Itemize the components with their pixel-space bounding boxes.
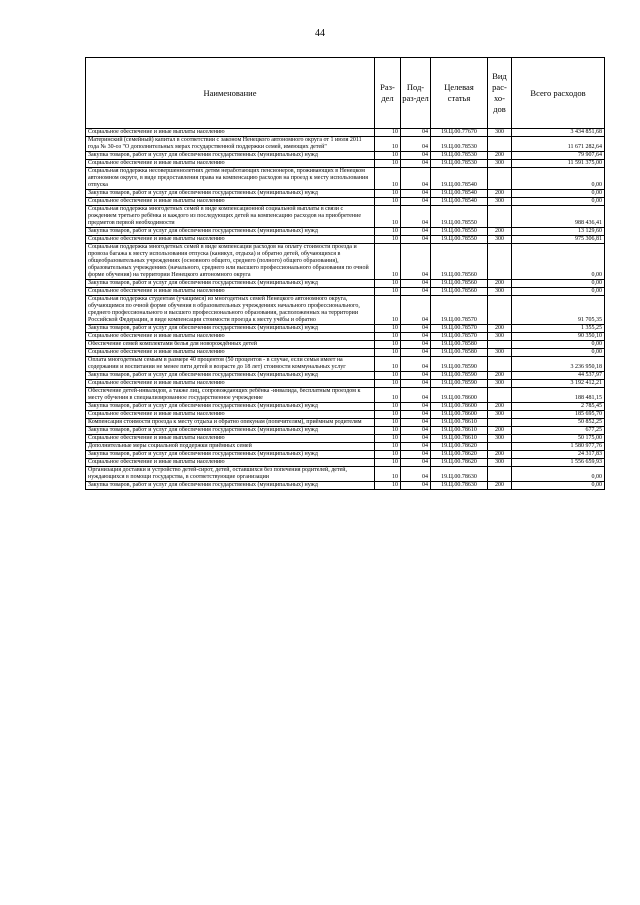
row-name: Обеспечение детей-инвалидов, а также лиц, сопровождающих ребёнка -инвалида, бесплатным проездом к месту обучения в специализированное государственное учреждение	[86, 388, 375, 403]
row-section: 10	[375, 349, 401, 357]
row-target: 19.Ц.00.78630	[431, 467, 488, 482]
row-kind	[488, 244, 512, 280]
row-subsection: 04	[401, 236, 431, 244]
row-name: Социальное обеспечение и иные выплаты населению	[86, 459, 375, 467]
row-section: 10	[375, 419, 401, 427]
row-subsection: 04	[401, 296, 431, 325]
row-section: 10	[375, 380, 401, 388]
row-kind	[488, 296, 512, 325]
row-subsection: 04	[401, 152, 431, 160]
row-subsection: 04	[401, 451, 431, 459]
row-section: 10	[375, 236, 401, 244]
row-subsection: 04	[401, 288, 431, 296]
table-row	[86, 388, 605, 403]
row-subsection: 04	[401, 482, 431, 490]
table-row	[86, 160, 605, 168]
row-subsection: 04	[401, 160, 431, 168]
row-name: Закупка товаров, работ и услуг для обеспечения государственных (муниципальных) нужд	[86, 152, 375, 160]
row-kind: 300	[488, 198, 512, 206]
row-name: Социальное обеспечение и иные выплаты населению	[86, 411, 375, 419]
row-amount: 11 671 282,64	[512, 137, 605, 152]
row-section: 10	[375, 129, 401, 137]
row-name: Социальная поддержка студентам (учащимся) из многодетных семей Ненецкого автономного округа, обучающимся по очной форме обучения в образовательных учреждениях начального профессионального, среднего профессионального и высшего профессионального образования, расположенных на территории Российской Федерации, в виде компенсации стоимости проезда к месту учёбы и обратно	[86, 296, 375, 325]
row-target: 19.Ц.00.78620	[431, 443, 488, 451]
row-amount: 988 436,41	[512, 206, 605, 228]
row-target: 19.Ц.00.78600	[431, 388, 488, 403]
row-target: 19.Ц.00.78580	[431, 349, 488, 357]
row-section: 10	[375, 244, 401, 280]
row-subsection: 04	[401, 411, 431, 419]
table-row	[86, 236, 605, 244]
row-subsection: 04	[401, 459, 431, 467]
row-amount: 24 317,83	[512, 451, 605, 459]
row-name: Закупка товаров, работ и услуг для обеспечения государственных (муниципальных) нужд	[86, 190, 375, 198]
row-amount: 79 907,64	[512, 152, 605, 160]
row-target: 19.Ц.00.78580	[431, 341, 488, 349]
row-amount: 677,25	[512, 427, 605, 435]
header-total: Всего расходов	[512, 58, 605, 129]
table-row	[86, 244, 605, 280]
row-subsection: 04	[401, 435, 431, 443]
row-section: 10	[375, 411, 401, 419]
row-amount: 11 591 375,00	[512, 160, 605, 168]
row-kind: 200	[488, 325, 512, 333]
row-section: 10	[375, 435, 401, 443]
row-target: 19.Ц.00.78530	[431, 152, 488, 160]
table-row	[86, 459, 605, 467]
row-section: 10	[375, 372, 401, 380]
row-subsection: 04	[401, 341, 431, 349]
table-row	[86, 349, 605, 357]
row-amount: 1 355,25	[512, 325, 605, 333]
table-row	[86, 198, 605, 206]
header-name: Наименование	[86, 58, 375, 129]
row-subsection: 04	[401, 349, 431, 357]
row-kind	[488, 341, 512, 349]
row-subsection: 04	[401, 198, 431, 206]
table-row	[86, 380, 605, 388]
table-row	[86, 129, 605, 137]
row-section: 10	[375, 467, 401, 482]
row-amount: 90 350,10	[512, 333, 605, 341]
table-row	[86, 333, 605, 341]
row-section: 10	[375, 388, 401, 403]
row-section: 10	[375, 206, 401, 228]
row-section: 10	[375, 160, 401, 168]
row-kind: 300	[488, 349, 512, 357]
row-kind: 200	[488, 190, 512, 198]
table-row	[86, 427, 605, 435]
row-name: Оплата многодетным семьям в размере 40 процентов (50 процентов - в случае, если семья имеет на содержании и воспитании не менее пяти детей в возрасте до 18 лет) стоимости коммунальных услуг	[86, 357, 375, 372]
table-row	[86, 280, 605, 288]
row-amount: 0,00	[512, 349, 605, 357]
table-row	[86, 341, 605, 349]
row-name: Социальное обеспечение и иные выплаты населению	[86, 288, 375, 296]
row-section: 10	[375, 325, 401, 333]
row-kind	[488, 357, 512, 372]
row-amount: 0,00	[512, 244, 605, 280]
table-row	[86, 296, 605, 325]
row-kind	[488, 467, 512, 482]
row-target: 19.Ц.00.78630	[431, 482, 488, 490]
row-section: 10	[375, 357, 401, 372]
table-row	[86, 411, 605, 419]
row-amount: 185 695,70	[512, 411, 605, 419]
row-subsection: 04	[401, 168, 431, 190]
row-kind: 300	[488, 160, 512, 168]
row-amount: 0,00	[512, 288, 605, 296]
table-row	[86, 137, 605, 152]
row-section: 10	[375, 198, 401, 206]
table-row	[86, 168, 605, 190]
table-row	[86, 419, 605, 427]
table-row	[86, 357, 605, 372]
header-target: Целевая статья	[431, 58, 488, 129]
row-kind: 300	[488, 380, 512, 388]
row-amount: 0,00	[512, 198, 605, 206]
row-subsection: 04	[401, 325, 431, 333]
row-target: 19.Ц.00.78610	[431, 435, 488, 443]
row-kind: 200	[488, 427, 512, 435]
row-target: 19.Ц.00.78590	[431, 380, 488, 388]
row-section: 10	[375, 443, 401, 451]
row-amount: 50 175,00	[512, 435, 605, 443]
row-name: Социальное обеспечение и иные выплаты населению	[86, 198, 375, 206]
row-target: 19.Ц.00.78600	[431, 411, 488, 419]
row-name: Закупка товаров, работ и услуг для обеспечения государственных (муниципальных) нужд	[86, 325, 375, 333]
row-amount: 0,00	[512, 467, 605, 482]
row-amount: 13 129,60	[512, 228, 605, 236]
row-target: 19.Ц.00.78620	[431, 451, 488, 459]
row-subsection: 04	[401, 467, 431, 482]
row-kind: 200	[488, 451, 512, 459]
row-target: 19.Ц.00.78600	[431, 403, 488, 411]
row-amount: 3 236 950,18	[512, 357, 605, 372]
row-target: 19.Ц.00.78560	[431, 244, 488, 280]
table-row	[86, 206, 605, 228]
row-name: Социальная поддержка несовершеннолетних детям неработающих пенсионеров, проживающих в Ненецком автономном округе, в виде предоставления права на компенсацию расходов на проезд к месту использования отпуска	[86, 168, 375, 190]
row-name: Организация доставки и устройство детей-сирот, детей, оставшихся без попечения родителей, детей, нуждающихся в помощи государства, в соответствующие организации	[86, 467, 375, 482]
row-target: 19.Ц.00.78560	[431, 288, 488, 296]
row-section: 10	[375, 333, 401, 341]
row-amount: 0,00	[512, 280, 605, 288]
row-target: 19.Ц.00.78610	[431, 419, 488, 427]
table-row	[86, 228, 605, 236]
table-row	[86, 467, 605, 482]
row-kind	[488, 168, 512, 190]
row-target: 19.Ц.00.78570	[431, 333, 488, 341]
row-section: 10	[375, 288, 401, 296]
row-name: Обеспечение семей комплектами белья для новорождённых детей	[86, 341, 375, 349]
header-section: Раз-дел	[375, 58, 401, 129]
row-subsection: 04	[401, 403, 431, 411]
row-name: Закупка товаров, работ и услуг для обеспечения государственных (муниципальных) нужд	[86, 280, 375, 288]
row-name: Закупка товаров, работ и услуг для обеспечения государственных (муниципальных) нужд	[86, 372, 375, 380]
row-target: 19.Ц.00.78610	[431, 427, 488, 435]
row-section: 10	[375, 137, 401, 152]
row-section: 10	[375, 228, 401, 236]
row-kind: 200	[488, 152, 512, 160]
row-amount: 0,00	[512, 341, 605, 349]
row-name: Закупка товаров, работ и услуг для обеспечения государственных (муниципальных) нужд	[86, 228, 375, 236]
table-row	[86, 451, 605, 459]
row-name: Социальное обеспечение и иные выплаты населению	[86, 129, 375, 137]
row-amount: 0,00	[512, 190, 605, 198]
row-target: 19.Ц.00.78550	[431, 228, 488, 236]
row-target: 19.Ц.00.78570	[431, 325, 488, 333]
row-section: 10	[375, 190, 401, 198]
row-name: Социальная поддержка многодетных семей в виде компенсационной социальной выплаты в связи с рождением третьего ребёнка и каждого из последующих детей на компенсацию расходов на приобретение предметов первой необходимости	[86, 206, 375, 228]
row-subsection: 04	[401, 280, 431, 288]
row-subsection: 04	[401, 206, 431, 228]
row-target: 19.Ц.00.78570	[431, 296, 488, 325]
row-amount: 1 580 977,76	[512, 443, 605, 451]
row-section: 10	[375, 403, 401, 411]
row-amount: 2 785,45	[512, 403, 605, 411]
row-kind: 300	[488, 333, 512, 341]
row-amount: 1 556 659,93	[512, 459, 605, 467]
row-kind	[488, 206, 512, 228]
row-amount: 0,00	[512, 168, 605, 190]
row-name: Социальное обеспечение и иные выплаты населению	[86, 333, 375, 341]
row-kind: 200	[488, 372, 512, 380]
row-subsection: 04	[401, 228, 431, 236]
row-kind: 200	[488, 280, 512, 288]
table-row	[86, 325, 605, 333]
row-name: Социальное обеспечение и иные выплаты населению	[86, 349, 375, 357]
row-target: 19.Ц.00.78590	[431, 357, 488, 372]
row-section: 10	[375, 482, 401, 490]
table-row	[86, 403, 605, 411]
table-row	[86, 443, 605, 451]
row-target: 19.Ц.00.78530	[431, 137, 488, 152]
row-target: 19.Ц.00.78540	[431, 190, 488, 198]
row-amount: 0,00	[512, 482, 605, 490]
row-kind: 300	[488, 129, 512, 137]
row-name: Компенсация стоимости проезда к месту отдыха и обратно опекунам (попечителям), приёмным родителям	[86, 419, 375, 427]
row-target: 19.Ц.00.78590	[431, 372, 488, 380]
table-header-row	[86, 58, 605, 129]
row-kind: 300	[488, 411, 512, 419]
row-target: 19.Ц.00.78530	[431, 160, 488, 168]
row-amount: 91 705,35	[512, 296, 605, 325]
row-name: Материнский (семейный) капитал в соответствии с законом Ненецкого автономного округа от 1 июля 2011 года № 30-оз "О дополнительных мерах государственной поддержки семей, имеющих детей"	[86, 137, 375, 152]
row-amount: 188 481,15	[512, 388, 605, 403]
row-target: 19.Ц.00.78540	[431, 198, 488, 206]
row-target: 19.Ц.00.78550	[431, 236, 488, 244]
row-amount: 3 434 851,68	[512, 129, 605, 137]
row-section: 10	[375, 427, 401, 435]
table-row	[86, 372, 605, 380]
row-name: Социальное обеспечение и иные выплаты населению	[86, 380, 375, 388]
row-subsection: 04	[401, 137, 431, 152]
row-section: 10	[375, 451, 401, 459]
table-row	[86, 288, 605, 296]
row-kind: 300	[488, 288, 512, 296]
row-kind: 200	[488, 403, 512, 411]
row-name: Социальное обеспечение и иные выплаты населению	[86, 160, 375, 168]
row-subsection: 04	[401, 427, 431, 435]
row-target: 19.Ц.00.77670	[431, 129, 488, 137]
row-name: Социальное обеспечение и иные выплаты населению	[86, 236, 375, 244]
table-row	[86, 435, 605, 443]
row-name: Закупка товаров, работ и услуг для обеспечения государственных (муниципальных) нужд	[86, 451, 375, 459]
row-target: 19.Ц.00.78560	[431, 280, 488, 288]
row-subsection: 04	[401, 419, 431, 427]
header-kind: Вид рас-хо-дов	[488, 58, 512, 129]
row-subsection: 04	[401, 443, 431, 451]
row-name: Закупка товаров, работ и услуг для обеспечения государственных (муниципальных) нужд	[86, 427, 375, 435]
budget-table	[85, 57, 605, 490]
row-name: Социальное обеспечение и иные выплаты населению	[86, 435, 375, 443]
row-section: 10	[375, 296, 401, 325]
row-section: 10	[375, 341, 401, 349]
row-subsection: 04	[401, 380, 431, 388]
row-subsection: 04	[401, 388, 431, 403]
row-section: 10	[375, 152, 401, 160]
row-target: 19.Ц.00.78540	[431, 168, 488, 190]
table-row	[86, 152, 605, 160]
table-row	[86, 190, 605, 198]
row-amount: 44 537,97	[512, 372, 605, 380]
row-name: Социальная поддержка многодетных семей в виде компенсации расходов на оплату стоимости проезда и провоза багажа к месту использования отпуска (каникул, отдыха) и обратно детей, обучающихся в общеобразовательных учреждениях (основного общего, среднего (полного) общего образования), образовательных учреждениях (начального, среднего или высшего профессионального образования по очной форме обучения) на территории Ненецкого автономного округа	[86, 244, 375, 280]
row-amount: 975 306,81	[512, 236, 605, 244]
row-subsection: 04	[401, 357, 431, 372]
row-amount: 3 192 412,21	[512, 380, 605, 388]
row-amount: 50 852,25	[512, 419, 605, 427]
row-kind	[488, 388, 512, 403]
row-subsection: 04	[401, 129, 431, 137]
row-kind	[488, 419, 512, 427]
row-subsection: 04	[401, 190, 431, 198]
row-subsection: 04	[401, 372, 431, 380]
row-name: Дополнительные меры социальной поддержки приёмных семей	[86, 443, 375, 451]
row-target: 19.Ц.00.78620	[431, 459, 488, 467]
row-kind: 200	[488, 228, 512, 236]
row-subsection: 04	[401, 333, 431, 341]
row-kind: 300	[488, 236, 512, 244]
page-number: 44	[315, 28, 325, 39]
row-subsection: 04	[401, 244, 431, 280]
row-kind	[488, 443, 512, 451]
header-subsection: Под-раз-дел	[401, 58, 431, 129]
row-name: Закупка товаров, работ и услуг для обеспечения государственных (муниципальных) нужд	[86, 403, 375, 411]
row-kind: 300	[488, 435, 512, 443]
row-section: 10	[375, 459, 401, 467]
row-kind: 300	[488, 459, 512, 467]
row-section: 10	[375, 168, 401, 190]
row-section: 10	[375, 280, 401, 288]
table-row	[86, 482, 605, 490]
row-name: Закупка товаров, работ и услуг для обеспечения государственных (муниципальных) нужд	[86, 482, 375, 490]
row-kind	[488, 137, 512, 152]
row-target: 19.Ц.00.78550	[431, 206, 488, 228]
row-kind: 200	[488, 482, 512, 490]
